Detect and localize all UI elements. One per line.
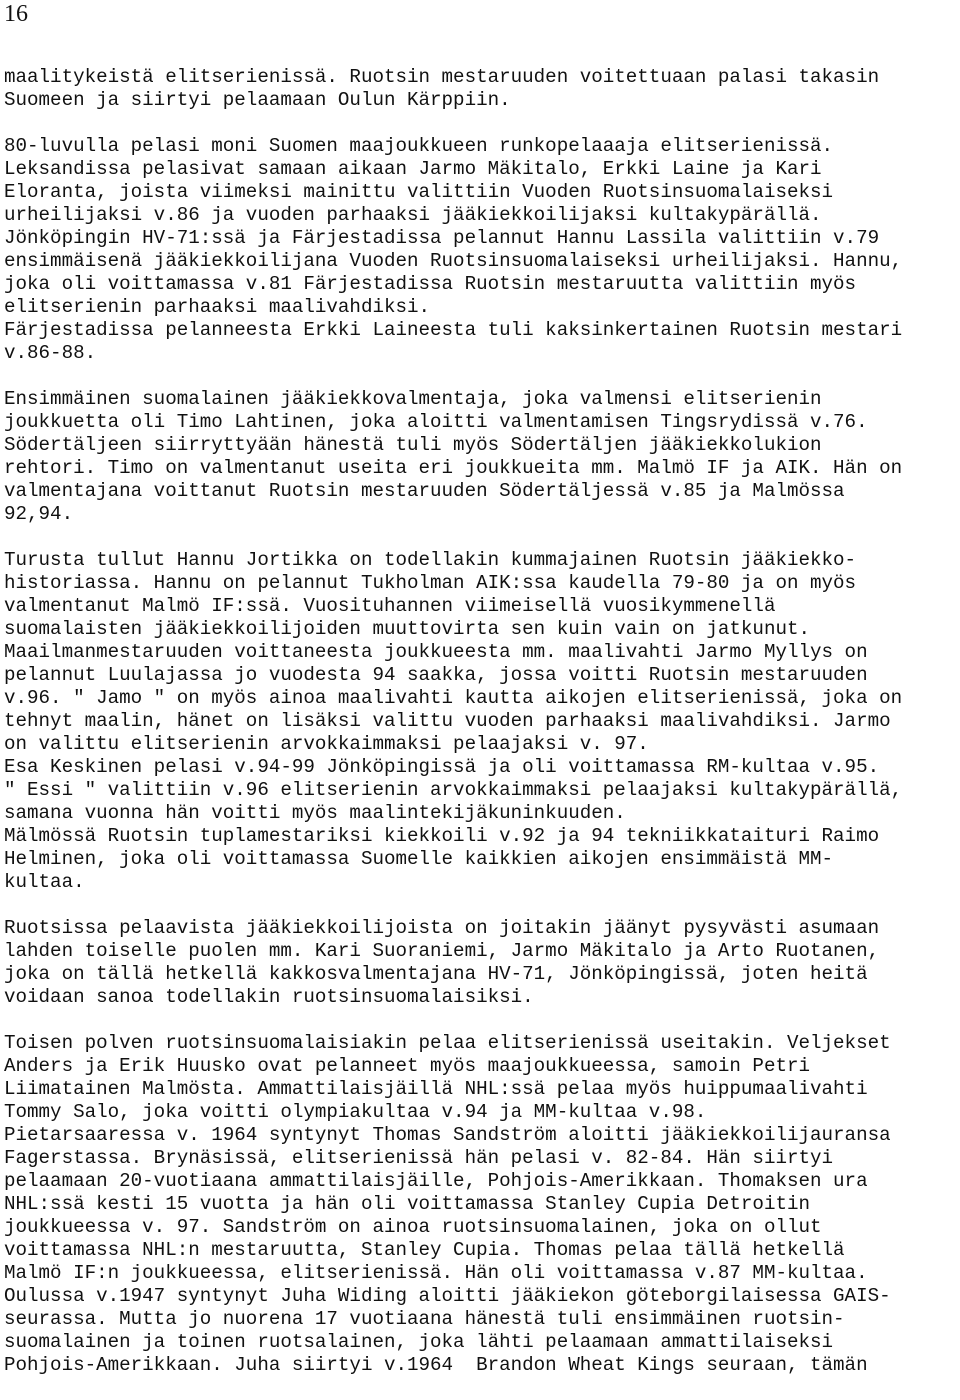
text-line: Esa Keskinen pelasi v.94-99 Jönköpingissä ja oli voittamassa RM-kultaa v.95.: [4, 756, 880, 778]
text-line: Maailmanmestaruuden voittaneesta joukkueesta mm. maalivahti Jarmo Myllys on: [4, 641, 868, 663]
text-line: joka oli voittamassa v.81 Färjestadissa Ruotsin mestaruutta valittiin myös: [4, 273, 857, 295]
text-line: 92,94.: [4, 503, 74, 525]
text-line: elitserienin parhaaksi maalivahdiksi.: [4, 296, 431, 318]
text-line: Ruotsissa pelaavista jääkiekkoilijoista on joitakin jäänyt pysyvästi asumaan: [4, 917, 880, 939]
text-line: NHL:ssä kesti 15 vuotta ja hän oli voittamassa Stanley Cupia Detroitin: [4, 1193, 811, 1215]
text-line: Leksandissa pelasivat samaan aikaan Jarmo Mäkitalo, Erkki Laine ja Kari: [4, 158, 822, 180]
text-line: Eloranta, joista viimeksi mainittu valittiin Vuoden Ruotsinsuomalaiseksi: [4, 181, 834, 203]
text-line: Jönköpingin HV-71:ssä ja Färjestadissa pelannut Hannu Lassila valittiin v.79: [4, 227, 880, 249]
text-line: ensimmäisenä jääkiekkoilijana Vuoden Ruotsinsuomalaiseksi urheilijaksi. Hannu,: [4, 250, 903, 272]
text-line: Malmö IF:n joukkueessa, elitserienissä. Hän oli voittamassa v.87 MM-kultaa.: [4, 1262, 868, 1284]
paragraph-2: [4, 135, 958, 365]
text-line: urheilijaksi v.86 ja vuoden parhaaksi jääkiekkoilijaksi kultakypärällä.: [4, 204, 822, 226]
text-line: v.86-88.: [4, 342, 97, 364]
page-number: 16: [4, 1, 28, 27]
text-line: valmentanut Malmö IF:ssä. Vuosituhannen viimeisellä vuosikymmenellä: [4, 595, 776, 617]
text-line: Ensimmäinen suomalainen jääkiekkovalmentaja, joka valmensi elitserienin: [4, 388, 822, 410]
text-line: pelannut Luulajassa jo vuodesta 94 saakka, jossa voitti Ruotsin mestaruuden: [4, 664, 868, 686]
text-line: Turusta tullut Hannu Jortikka on todellakin kummajainen Ruotsin jääkiekko-: [4, 549, 857, 571]
paragraph-4: [4, 549, 958, 894]
text-line: suomalaisten jääkiekkoilijoiden muuttovirta sen kuin vain on jatkunut.: [4, 618, 811, 640]
paragraph-3: [4, 388, 958, 526]
text-line: lahden toiselle puolen mm. Kari Suoraniemi, Jarmo Mäkitalo ja Arto Ruotanen,: [4, 940, 880, 962]
text-line: joka on tällä hetkellä kakkosvalmentajana HV-71, Jönköpingissä, joten heitä: [4, 963, 868, 985]
text-line: maalitykeistä elitserienissä. Ruotsin mestaruuden voitettuaan palasi takasin: [4, 66, 880, 88]
text-line: voittamassa NHL:n mestaruutta, Stanley Cupia. Thomas pelaa tällä hetkellä: [4, 1239, 845, 1261]
text-line: joukkuetta oli Timo Lahtinen, joka aloitti valmentamisen Tingsrydissä v.76.: [4, 411, 868, 433]
text-line: pelaamaan 20-vuotiaana ammattilaisjäille, Pohjois-Amerikkaan. Thomaksen ura: [4, 1170, 868, 1192]
text-line: " Essi " valittiin v.96 elitserienin arvokkaimmaksi pelaajaksi kultakypärällä,: [4, 779, 903, 801]
text-line: Fagerstassa. Brynäsissä, elitserienissä hän pelasi v. 82-84. Hän siirtyi: [4, 1147, 834, 1169]
text-line: valmentajana voittanut Ruotsin mestaruuden Södertäljessä v.85 ja Malmössa: [4, 480, 845, 502]
text-line: kultaa.: [4, 871, 85, 893]
document-body: [4, 66, 958, 1400]
text-line: v.96. " Jamo " on myös ainoa maalivahti kautta aikojen elitserienissä, joka on: [4, 687, 903, 709]
text-line: tehnyt maalin, hänet on lisäksi valittu vuoden parhaaksi maalivahdiksi. Jarmo: [4, 710, 891, 732]
text-line: suomalainen ja toinen ruotsalainen, joka lähti pelaamaan ammattilaiseksi: [4, 1331, 834, 1353]
text-line: Liimatainen Malmösta. Ammattilaisjäillä NHL:ssä pelaa myös huippumaalivahti: [4, 1078, 868, 1100]
text-line: seurassa. Mutta jo nuorena 17 vuotiaana hänestä tuli ensimmäinen ruotsin-: [4, 1308, 845, 1330]
text-line: Pohjois-Amerikkaan. Juha siirtyi v.1964 Brandon Wheat Kings seuraan, tämän: [4, 1354, 868, 1376]
text-line: Pietarsaaressa v. 1964 syntynyt Thomas Sandström aloitti jääkiekkoilijauransa: [4, 1124, 891, 1146]
text-line: Toisen polven ruotsinsuomalaisiakin pelaa elitserienissä useitakin. Veljekset: [4, 1032, 891, 1054]
text-line: 80-luvulla pelasi moni Suomen maajoukkueen runkopelaaaja elitserienissä.: [4, 135, 834, 157]
paragraph-6: [4, 1032, 958, 1377]
text-line: Anders ja Erik Huusko ovat pelanneet myös maajoukkueessa, samoin Petri: [4, 1055, 811, 1077]
text-line: Helminen, joka oli voittamassa Suomelle kaikkien aikojen ensimmäistä MM-: [4, 848, 834, 870]
text-line: Suomeen ja siirtyi pelaamaan Oulun Kärppiin.: [4, 89, 511, 111]
text-line: Färjestadissa pelanneesta Erkki Laineesta tuli kaksinkertainen Ruotsin mestari: [4, 319, 903, 341]
text-line: Mälmössä Ruotsin tuplamestariksi kiekkoili v.92 ja 94 tekniikkataituri Raimo: [4, 825, 880, 847]
paragraph-5: [4, 917, 958, 1009]
text-line: Tommy Salo, joka voitti olympiakultaa v.94 ja MM-kultaa v.98.: [4, 1101, 707, 1123]
text-line: Södertäljeen siirryttyään hänestä tuli myös Södertäljen jääkiekkolukion: [4, 434, 822, 456]
text-line: historiassa. Hannu on pelannut Tukholman AIK:ssa kaudella 79-80 ja on myös: [4, 572, 857, 594]
text-line: on valittu elitserienin arvokkaimmaksi pelaajaksi v. 97.: [4, 733, 649, 755]
text-line: Oulussa v.1947 syntynyt Juha Widing aloitti jääkiekon göteborgilaisessa GAIS-: [4, 1285, 891, 1307]
text-line: voidaan sanoa todellakin ruotsinsuomalaisiksi.: [4, 986, 534, 1008]
text-line: rehtori. Timo on valmentanut useita eri joukkueita mm. Malmö IF ja AIK. Hän on: [4, 457, 903, 479]
text-line: samana vuonna hän voitti myös maalintekijäkuninkuuden.: [4, 802, 626, 824]
text-line: joukkueessa v. 97. Sandström on ainoa ruotsinsuomalainen, joka on ollut: [4, 1216, 822, 1238]
paragraph-1: [4, 66, 958, 112]
